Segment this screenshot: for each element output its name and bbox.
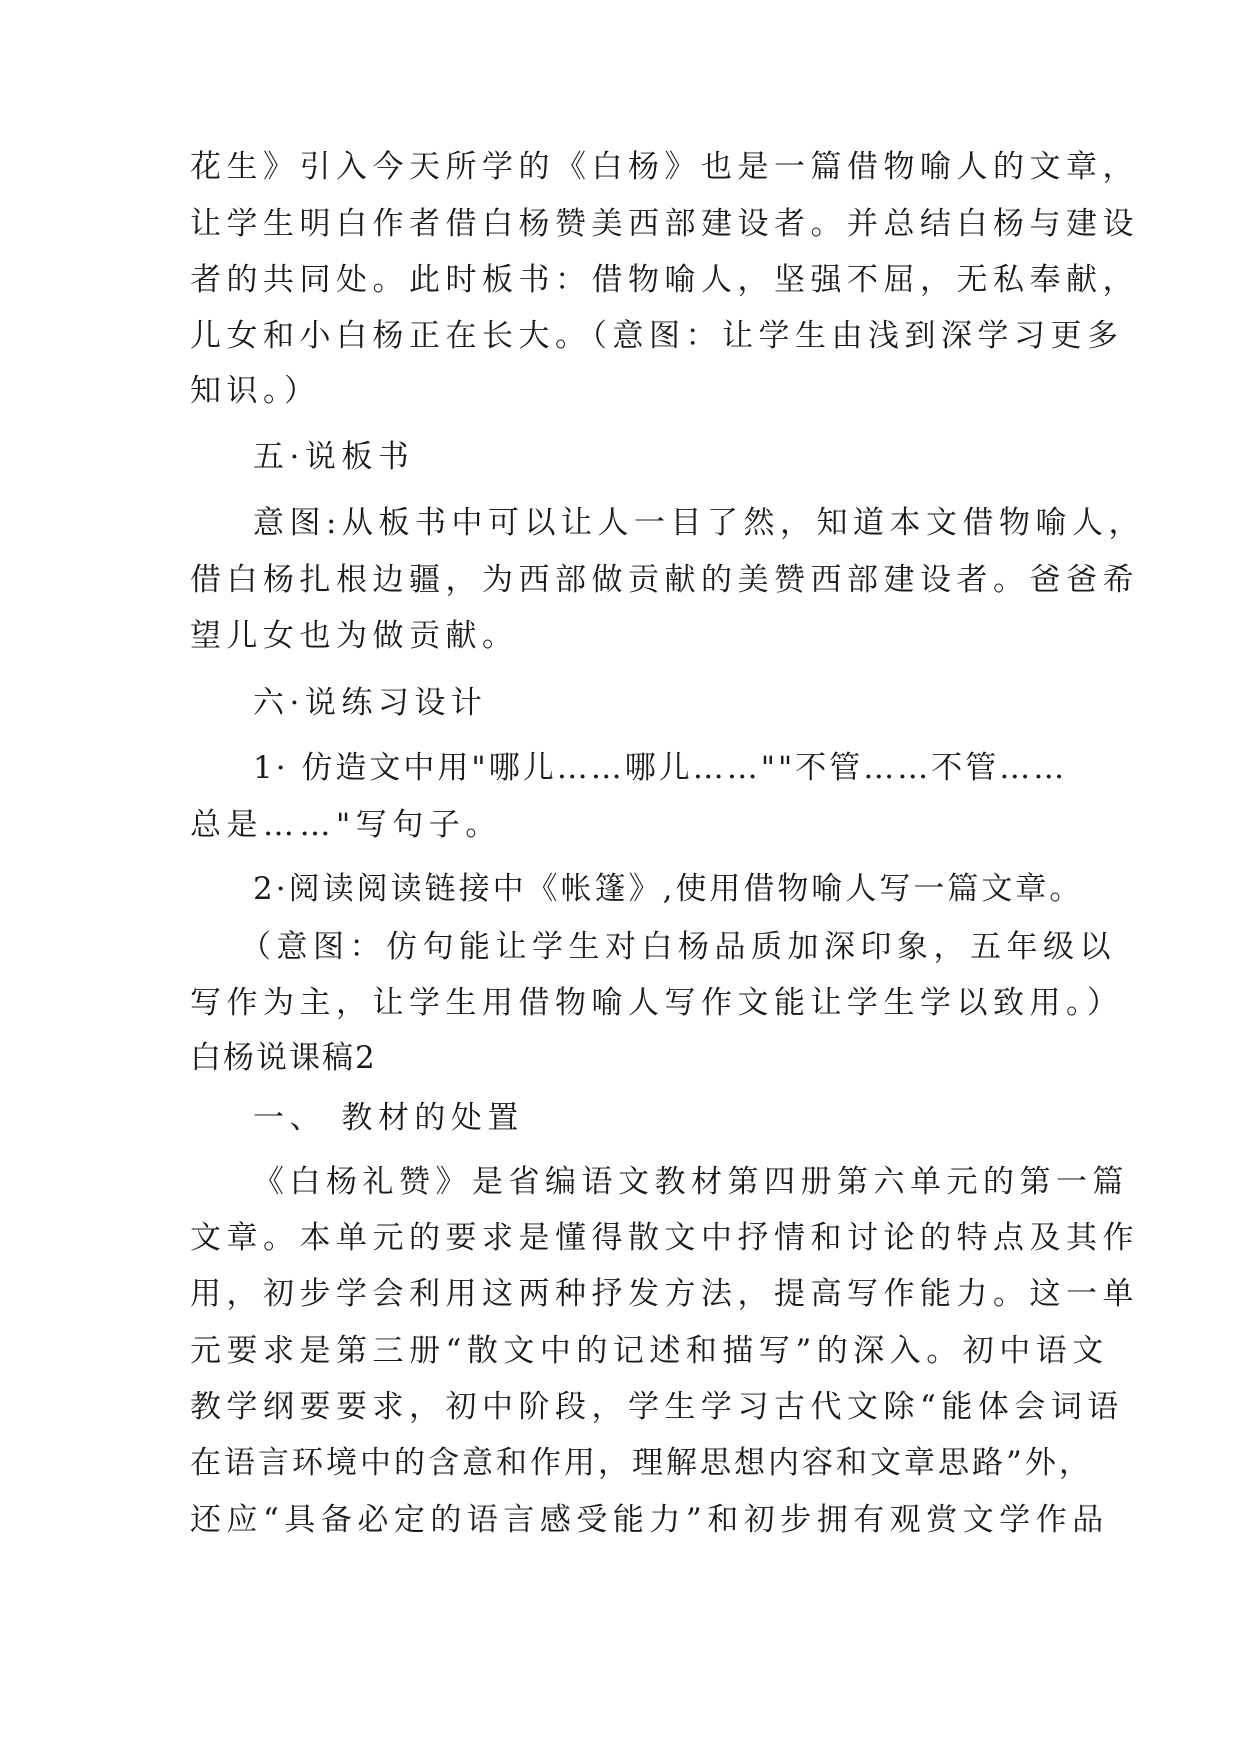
- text-line: 文章。本单元的要求是懂得散文中抒情和讨论的特点及其作: [190, 1220, 1139, 1256]
- text-line: 教学纲要要求，初中阶段，学生学习古代文除“能体会词语: [190, 1389, 1124, 1425]
- article-title: 白杨说课稿2: [190, 1040, 377, 1076]
- text-line: 让学生明白作者借白杨赞美西部建设者。并总结白杨与建设: [190, 206, 1139, 242]
- text-line: 者的共同处。此时板书：借物喻人，坚强不屈，无私奉献，: [190, 262, 1139, 298]
- text-line: 写作为主，让学生用借物喻人写作文能让学生学以致用。）: [190, 985, 1124, 1021]
- section-heading: 六·说练习设计: [253, 685, 488, 721]
- section-heading: 五·说板书: [253, 439, 415, 475]
- text-line: 1· 仿造文中用"哪儿……哪儿……""不管……不管……: [253, 750, 1068, 786]
- text-line: 借白杨扎根边疆，为西部做贡献的美赞西部建设者。爸爸希: [190, 562, 1139, 598]
- text-line: 还应“具备必定的语言感受能力”和初步拥有观赏文学作品: [190, 1502, 1109, 1538]
- text-line: 《白杨礼赞》是省编语文教材第四册第六单元的第一篇: [253, 1164, 1129, 1200]
- text-line: 儿女和小白杨正在长大。（意图：让学生由浅到深学习更多: [190, 318, 1124, 354]
- text-line: 元要求是第三册“散文中的记述和描写”的深入。初中语文: [190, 1333, 1109, 1369]
- text-line: （意图：仿句能让学生对白杨品质加深印象，五年级以: [240, 929, 1116, 965]
- text-line: 用，初步学会利用这两种抒发方法，提高写作能力。这一单: [190, 1276, 1139, 1312]
- text-line: 知识。）: [190, 373, 321, 409]
- text-line: 花生》引入今天所学的《白杨》也是一篇借物喻人的文章，: [190, 149, 1139, 185]
- text-line: 2·阅读阅读链接中《帐篷》,使用借物喻人写一篇文章。: [253, 871, 1084, 907]
- text-line: 意图:从板书中可以让人一目了然，知道本文借物喻人，: [253, 505, 1145, 541]
- text-line: 望儿女也为做贡献。: [190, 618, 519, 654]
- section-heading: 一、 教材的处置: [253, 1100, 524, 1136]
- text-line: 在语言环境中的含意和作用，理解思想内容和文章思路”外，: [190, 1445, 1093, 1481]
- text-line: 总是……"写句子。: [190, 807, 502, 843]
